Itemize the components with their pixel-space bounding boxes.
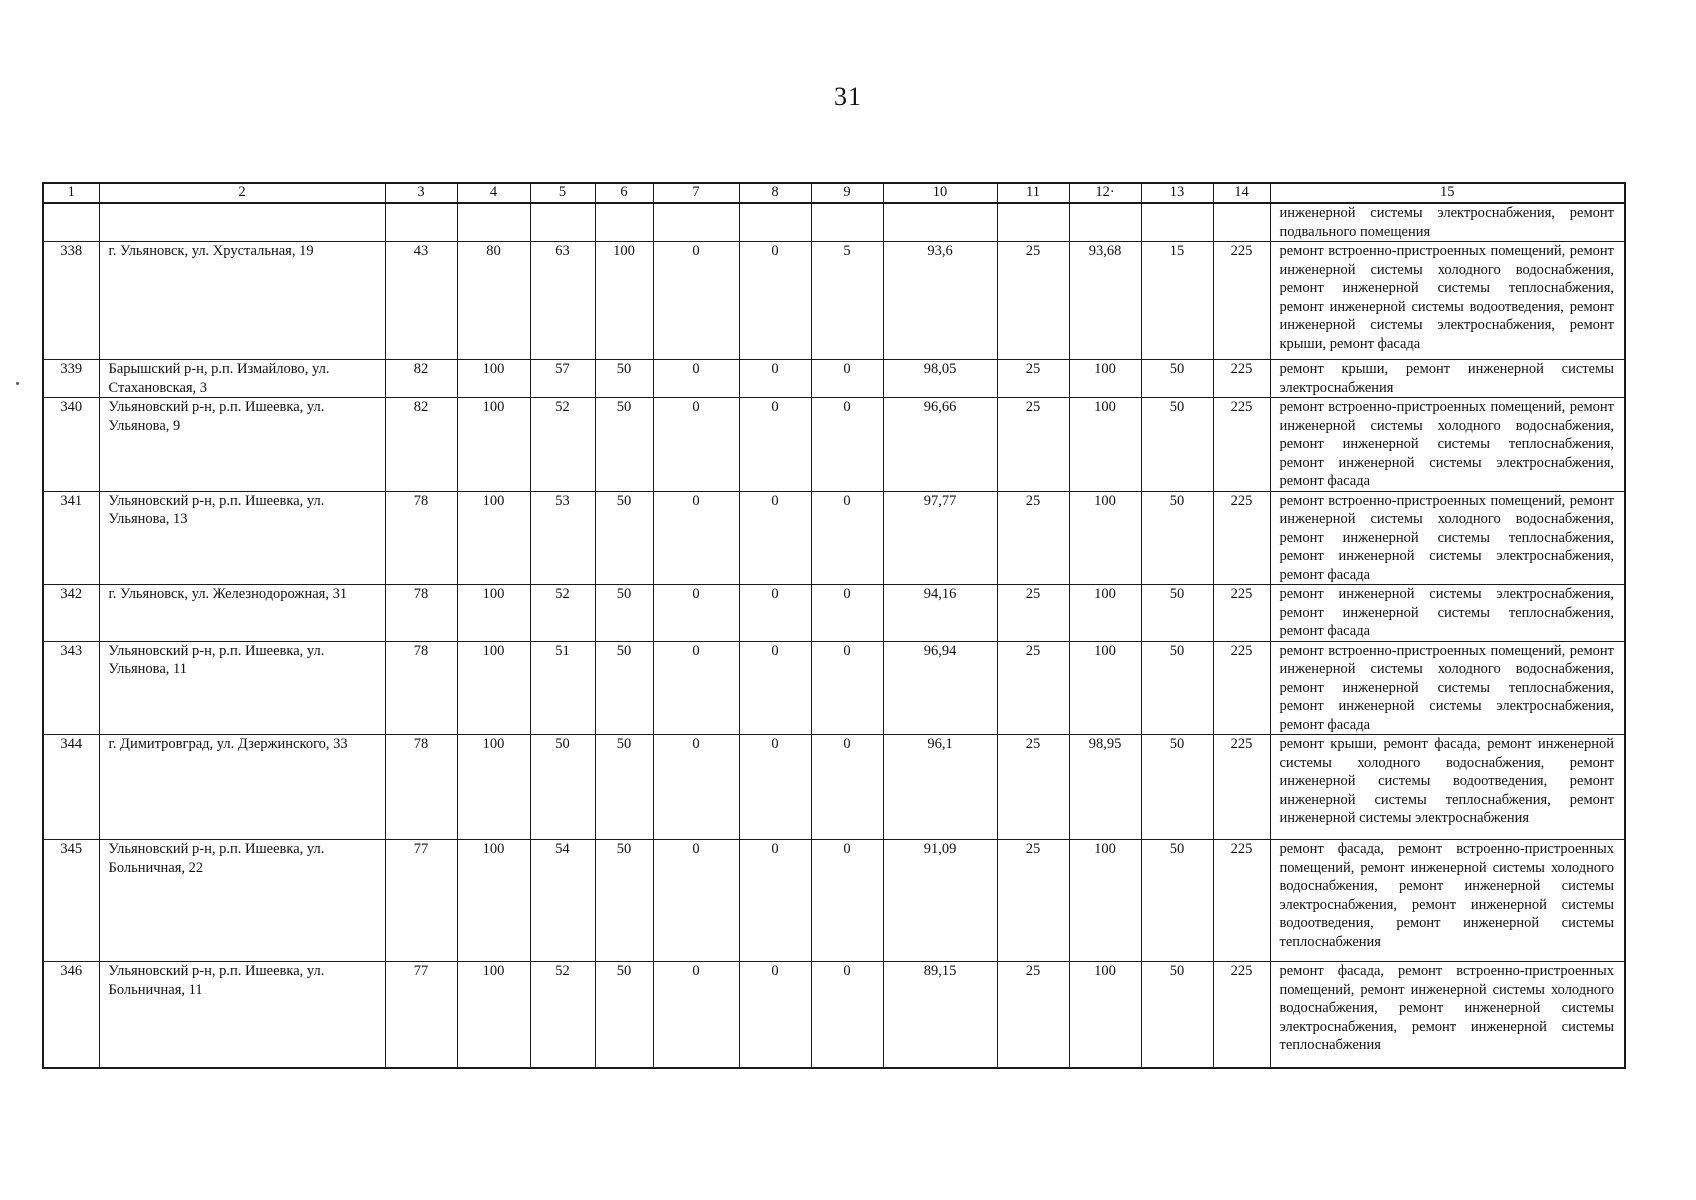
- value-cell-col-9: 0: [811, 360, 883, 398]
- table-row: [43, 491, 1625, 585]
- value-cell-col-5: 54: [530, 840, 595, 962]
- value-cell-col-4: 100: [457, 360, 530, 398]
- value-cell-col-7: 0: [653, 962, 739, 1068]
- work-description-cell: ремонт встроенно-пристроенных помещений, ремонт инженерной системы холодного водоснабжения, ремонт инженерной системы теплоснабжения, ремонт инженерной системы электроснабжения, ремонт фасада: [1270, 398, 1625, 492]
- address-cell: [99, 203, 385, 242]
- value-cell-col-3: [385, 203, 457, 242]
- col-header-12: 12·: [1069, 183, 1141, 203]
- value-cell-col-7: [653, 203, 739, 242]
- work-description-cell: ремонт встроенно-пристроенных помещений, ремонт инженерной системы холодного водоснабжения, ремонт инженерной системы теплоснабжения, ремонт инженерной системы водоотведения, ремонт инженерной системы электроснабжения, ремонт крыши, ремонт фасада: [1270, 242, 1625, 360]
- value-cell-col-4: 100: [457, 398, 530, 492]
- value-cell-col-6: 50: [595, 735, 653, 840]
- row-number-cell: 339: [43, 360, 99, 398]
- value-cell-col-14: 225: [1213, 735, 1270, 840]
- value-cell-col-8: 0: [739, 641, 811, 735]
- value-cell-col-10: 93,6: [883, 242, 997, 360]
- value-cell-col-5: 51: [530, 641, 595, 735]
- value-cell-col-11: [997, 203, 1069, 242]
- value-cell-col-10: 96,1: [883, 735, 997, 840]
- value-cell-col-12: [1069, 203, 1141, 242]
- value-cell-col-6: 50: [595, 641, 653, 735]
- col-header-5: 5: [530, 183, 595, 203]
- value-cell-col-11: 25: [997, 491, 1069, 585]
- col-header-4: 4: [457, 183, 530, 203]
- value-cell-col-13: 50: [1141, 735, 1213, 840]
- address-cell: Барышский р-н, р.п. Измайлово, ул. Стахановская, 3: [99, 360, 385, 398]
- row-number-cell: 342: [43, 585, 99, 642]
- value-cell-col-4: 100: [457, 641, 530, 735]
- address-cell: г. Ульяновск, ул. Хрустальная, 19: [99, 242, 385, 360]
- table-body: [43, 203, 1625, 1068]
- value-cell-col-8: 0: [739, 840, 811, 962]
- value-cell-col-8: 0: [739, 735, 811, 840]
- address-cell: г. Ульяновск, ул. Железнодорожная, 31: [99, 585, 385, 642]
- value-cell-col-4: 100: [457, 585, 530, 642]
- value-cell-col-6: 50: [595, 962, 653, 1068]
- value-cell-col-9: 0: [811, 491, 883, 585]
- value-cell-col-6: 50: [595, 491, 653, 585]
- value-cell-col-10: 97,77: [883, 491, 997, 585]
- value-cell-col-14: [1213, 203, 1270, 242]
- value-cell-col-8: 0: [739, 585, 811, 642]
- value-cell-col-12: 100: [1069, 840, 1141, 962]
- value-cell-col-3: 82: [385, 398, 457, 492]
- value-cell-col-3: 78: [385, 641, 457, 735]
- work-description-cell: ремонт фасада, ремонт встроенно-пристроенных помещений, ремонт инженерной системы холодного водоснабжения, ремонт инженерной системы электроснабжения, ремонт инженерной системы теплоснабжения: [1270, 962, 1625, 1068]
- value-cell-col-14: 225: [1213, 398, 1270, 492]
- value-cell-col-11: 25: [997, 641, 1069, 735]
- col-header-7: 7: [653, 183, 739, 203]
- value-cell-col-9: 0: [811, 585, 883, 642]
- table-row: [43, 962, 1625, 1068]
- value-cell-col-4: 80: [457, 242, 530, 360]
- work-description-cell: инженерной системы электроснабжения, ремонт подвального помещения: [1270, 203, 1625, 242]
- address-cell: Ульяновский р-н, р.п. Ишеевка, ул. Больничная, 11: [99, 962, 385, 1068]
- work-description-cell: ремонт фасада, ремонт встроенно-пристроенных помещений, ремонт инженерной системы холодного водоснабжения, ремонт инженерной системы электроснабжения, ремонт инженерной системы водоотведения, ремонт инженерной системы теплоснабжения: [1270, 840, 1625, 962]
- row-number-cell: 340: [43, 398, 99, 492]
- value-cell-col-4: 100: [457, 491, 530, 585]
- value-cell-col-5: 52: [530, 962, 595, 1068]
- value-cell-col-14: 225: [1213, 360, 1270, 398]
- table-row: [43, 242, 1625, 360]
- value-cell-col-8: 0: [739, 242, 811, 360]
- value-cell-col-11: 25: [997, 840, 1069, 962]
- value-cell-col-10: 96,66: [883, 398, 997, 492]
- col-header-3: 3: [385, 183, 457, 203]
- value-cell-col-14: 225: [1213, 962, 1270, 1068]
- address-cell: Ульяновский р-н, р.п. Ишеевка, ул. Ульянова, 13: [99, 491, 385, 585]
- value-cell-col-3: 77: [385, 840, 457, 962]
- value-cell-col-5: 53: [530, 491, 595, 585]
- value-cell-col-12: 98,95: [1069, 735, 1141, 840]
- value-cell-col-5: [530, 203, 595, 242]
- value-cell-col-3: 78: [385, 491, 457, 585]
- address-cell: Ульяновский р-н, р.п. Ишеевка, ул. Ульянова, 11: [99, 641, 385, 735]
- value-cell-col-9: 5: [811, 242, 883, 360]
- value-cell-col-8: 0: [739, 398, 811, 492]
- value-cell-col-4: [457, 203, 530, 242]
- column-number-header: [43, 183, 1625, 203]
- col-header-10: 10: [883, 183, 997, 203]
- value-cell-col-7: 0: [653, 641, 739, 735]
- value-cell-col-9: 0: [811, 735, 883, 840]
- value-cell-col-7: 0: [653, 242, 739, 360]
- value-cell-col-3: 78: [385, 735, 457, 840]
- table-row: [43, 735, 1625, 840]
- value-cell-col-5: 50: [530, 735, 595, 840]
- value-cell-col-10: 98,05: [883, 360, 997, 398]
- value-cell-col-12: 100: [1069, 491, 1141, 585]
- value-cell-col-8: 0: [739, 491, 811, 585]
- col-header-1: 1: [43, 183, 99, 203]
- col-header-13: 13: [1141, 183, 1213, 203]
- value-cell-col-3: 43: [385, 242, 457, 360]
- value-cell-col-5: 52: [530, 398, 595, 492]
- value-cell-col-7: 0: [653, 735, 739, 840]
- row-number-cell: 345: [43, 840, 99, 962]
- table-row: [43, 840, 1625, 962]
- table-row: [43, 360, 1625, 398]
- value-cell-col-6: 50: [595, 360, 653, 398]
- value-cell-col-9: 0: [811, 641, 883, 735]
- value-cell-col-11: 25: [997, 735, 1069, 840]
- page-number: 31: [834, 82, 862, 111]
- header-row: [43, 183, 1625, 203]
- value-cell-col-7: 0: [653, 585, 739, 642]
- value-cell-col-6: 50: [595, 840, 653, 962]
- value-cell-col-3: 82: [385, 360, 457, 398]
- value-cell-col-13: 15: [1141, 242, 1213, 360]
- value-cell-col-14: 225: [1213, 491, 1270, 585]
- value-cell-col-11: 25: [997, 398, 1069, 492]
- value-cell-col-9: 0: [811, 398, 883, 492]
- value-cell-col-13: 50: [1141, 641, 1213, 735]
- value-cell-col-5: 52: [530, 585, 595, 642]
- value-cell-col-6: [595, 203, 653, 242]
- value-cell-col-9: 0: [811, 840, 883, 962]
- work-description-cell: ремонт встроенно-пристроенных помещений, ремонт инженерной системы холодного водоснабжения, ремонт инженерной системы теплоснабжения, ремонт инженерной системы электроснабжения, ремонт фасада: [1270, 641, 1625, 735]
- value-cell-col-3: 77: [385, 962, 457, 1068]
- value-cell-col-13: 50: [1141, 962, 1213, 1068]
- data-table-container: [42, 182, 1624, 1069]
- value-cell-col-13: 50: [1141, 360, 1213, 398]
- value-cell-col-7: 0: [653, 491, 739, 585]
- value-cell-col-13: [1141, 203, 1213, 242]
- row-number-cell: 338: [43, 242, 99, 360]
- value-cell-col-7: 0: [653, 360, 739, 398]
- value-cell-col-10: 94,16: [883, 585, 997, 642]
- value-cell-col-10: 89,15: [883, 962, 997, 1068]
- value-cell-col-7: 0: [653, 840, 739, 962]
- value-cell-col-12: 93,68: [1069, 242, 1141, 360]
- work-description-cell: ремонт крыши, ремонт инженерной системы электроснабжения: [1270, 360, 1625, 398]
- value-cell-col-14: 225: [1213, 641, 1270, 735]
- table-row: [43, 398, 1625, 492]
- col-header-9: 9: [811, 183, 883, 203]
- value-cell-col-9: [811, 203, 883, 242]
- value-cell-col-11: 25: [997, 962, 1069, 1068]
- col-header-6: 6: [595, 183, 653, 203]
- value-cell-col-9: 0: [811, 962, 883, 1068]
- value-cell-col-8: [739, 203, 811, 242]
- scan-speck: [16, 382, 19, 385]
- col-header-2: 2: [99, 183, 385, 203]
- value-cell-col-14: 225: [1213, 840, 1270, 962]
- value-cell-col-14: 225: [1213, 242, 1270, 360]
- value-cell-col-12: 100: [1069, 398, 1141, 492]
- address-cell: Ульяновский р-н, р.п. Ишеевка, ул. Ульянова, 9: [99, 398, 385, 492]
- col-header-8: 8: [739, 183, 811, 203]
- value-cell-col-11: 25: [997, 360, 1069, 398]
- value-cell-col-5: 63: [530, 242, 595, 360]
- work-description-cell: ремонт инженерной системы электроснабжения, ремонт инженерной системы теплоснабжения, ремонт фасада: [1270, 585, 1625, 642]
- value-cell-col-6: 100: [595, 242, 653, 360]
- address-cell: Ульяновский р-н, р.п. Ишеевка, ул. Больничная, 22: [99, 840, 385, 962]
- value-cell-col-12: 100: [1069, 360, 1141, 398]
- value-cell-col-10: 91,09: [883, 840, 997, 962]
- value-cell-col-4: 100: [457, 962, 530, 1068]
- row-number-cell: [43, 203, 99, 242]
- work-description-cell: ремонт встроенно-пристроенных помещений, ремонт инженерной системы холодного водоснабжения, ремонт инженерной системы теплоснабжения, ремонт инженерной системы электроснабжения, ремонт фасада: [1270, 491, 1625, 585]
- table-row: [43, 585, 1625, 642]
- col-header-14: 14: [1213, 183, 1270, 203]
- value-cell-col-10: [883, 203, 997, 242]
- value-cell-col-7: 0: [653, 398, 739, 492]
- table-row: [43, 203, 1625, 242]
- value-cell-col-4: 100: [457, 840, 530, 962]
- value-cell-col-12: 100: [1069, 585, 1141, 642]
- value-cell-col-13: 50: [1141, 491, 1213, 585]
- work-description-cell: ремонт крыши, ремонт фасада, ремонт инженерной системы холодного водоснабжения, ремонт инженерной системы водоотведения, ремонт инженерной системы теплоснабжения, ремонт инженерной системы электроснабжения: [1270, 735, 1625, 840]
- address-cell: г. Димитровград, ул. Дзержинского, 33: [99, 735, 385, 840]
- value-cell-col-13: 50: [1141, 398, 1213, 492]
- row-number-cell: 346: [43, 962, 99, 1068]
- row-number-cell: 344: [43, 735, 99, 840]
- row-number-cell: 343: [43, 641, 99, 735]
- value-cell-col-11: 25: [997, 585, 1069, 642]
- value-cell-col-14: 225: [1213, 585, 1270, 642]
- row-number-cell: 341: [43, 491, 99, 585]
- value-cell-col-11: 25: [997, 242, 1069, 360]
- value-cell-col-13: 50: [1141, 840, 1213, 962]
- col-header-15: 15: [1270, 183, 1625, 203]
- col-header-11: 11: [997, 183, 1069, 203]
- value-cell-col-6: 50: [595, 585, 653, 642]
- value-cell-col-5: 57: [530, 360, 595, 398]
- value-cell-col-13: 50: [1141, 585, 1213, 642]
- value-cell-col-10: 96,94: [883, 641, 997, 735]
- value-cell-col-12: 100: [1069, 641, 1141, 735]
- table-row: [43, 641, 1625, 735]
- value-cell-col-6: 50: [595, 398, 653, 492]
- value-cell-col-3: 78: [385, 585, 457, 642]
- repair-program-table: [42, 182, 1626, 1069]
- value-cell-col-8: 0: [739, 360, 811, 398]
- value-cell-col-8: 0: [739, 962, 811, 1068]
- value-cell-col-12: 100: [1069, 962, 1141, 1068]
- value-cell-col-4: 100: [457, 735, 530, 840]
